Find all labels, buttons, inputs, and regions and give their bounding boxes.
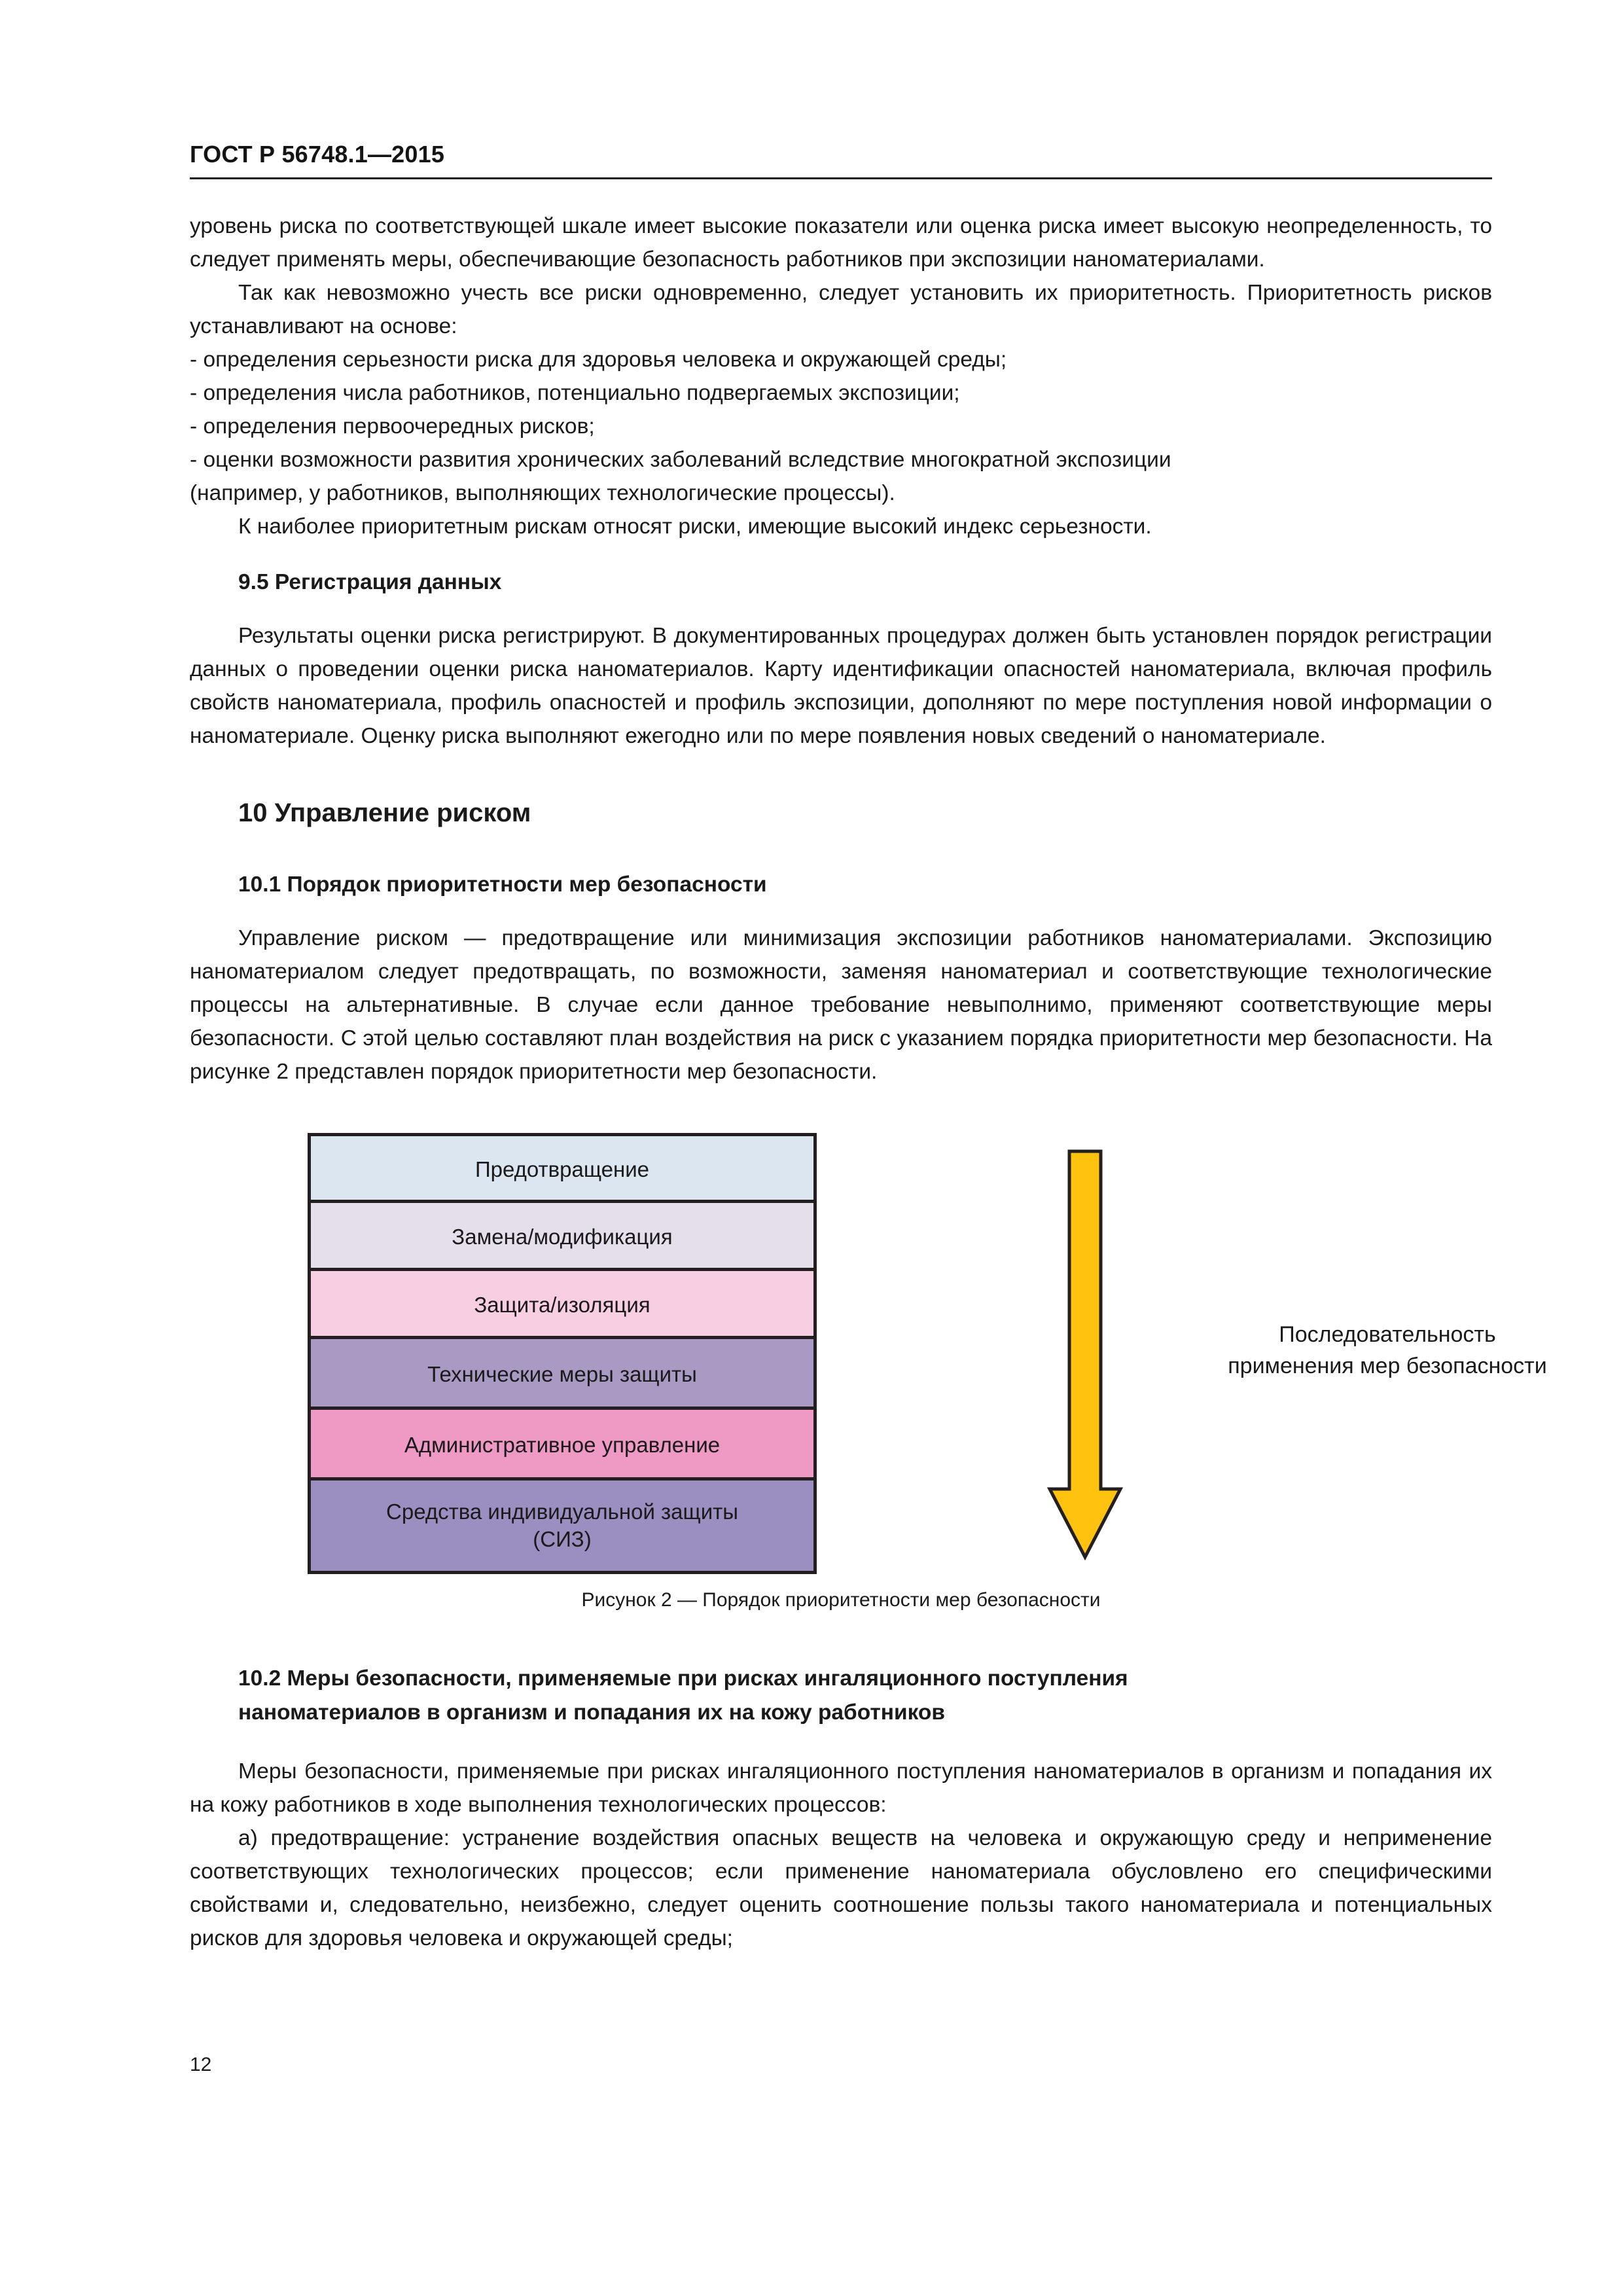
heading-10-risk-management: 10 Управление риском	[238, 798, 531, 827]
risk-basis-list	[190, 343, 1492, 476]
heading-10-2-line-2: наноматериалов в организм и попадания их на кожу работников	[238, 1700, 945, 1725]
list-item: - определения первоочередных рисков;	[190, 414, 595, 439]
hierarchy-level-1	[311, 1136, 813, 1203]
down-arrow-icon	[1046, 1149, 1124, 1561]
hierarchy-level-3	[311, 1271, 813, 1339]
hierarchy-level-5	[311, 1410, 813, 1480]
page-content	[190, 141, 1547, 1955]
running-header: ГОСТ Р 56748.1—2015	[190, 141, 445, 168]
header-divider	[190, 177, 1492, 179]
list-item-continuation: (например, у работников, выполняющих технологические процессы).	[190, 481, 895, 505]
hierarchy-level-4	[311, 1339, 813, 1410]
paragraph-high-severity-index: К наиболее приоритетным рискам относят риски, имеющие высокий индекс серьезности.	[238, 514, 1152, 539]
page-number: 12	[190, 2054, 212, 2075]
hierarchy-level-label: (СИЗ)	[533, 1527, 592, 1551]
sequence-arrow-label	[1158, 1319, 1616, 1382]
hierarchy-level-label: Защита/изоляция	[474, 1293, 651, 1317]
list-item: - определения числа работников, потенциально подвергаемых экспозиции;	[190, 381, 960, 405]
hierarchy-level-label: Предотвращение	[474, 1157, 650, 1181]
list-item: - определения серьезности риска для здоровья человека и окружающей среды;	[190, 348, 1007, 372]
hierarchy-level-label: Административное управление	[404, 1433, 721, 1457]
heading-10-1-priority-order: 10.1 Порядок приоритетности мер безопасности	[238, 872, 767, 897]
figure-caption: Рисунок 2 — Порядок приоритетности мер безопасности	[581, 1589, 1101, 1611]
paragraph-data-registration: Результаты оценки риска регистрируют. В документированных процедурах должен быть установлен порядок регистрации данных о проведении оценки риска наноматериалов. Карту идентификации опасностей наноматериала, включая профиль свойств наноматериала, профиль опасностей и профиль экспозиции, дополняют по мере поступления новой информации о наноматериале. Оценку риска выполняют ежегодно или по мере появления новых сведений о наноматериале.	[190, 624, 1492, 748]
hierarchy-level-label: Технические меры защиты	[427, 1362, 697, 1386]
hierarchy-level-6	[311, 1480, 813, 1571]
hierarchy-level-label: Средства индивидуальной защиты	[386, 1499, 738, 1524]
paragraph-continued-risk-level: уровень риска по соответствующей шкале имеет высокие показатели или оценка риска имеет высокую неопределенность, то следует применять меры, обеспечивающие безопасность работников при экспозиции наноматериалами.	[190, 214, 1492, 272]
paragraph-risk-management-definition: Управление риском — предотвращение или минимизация экспозиции работников наноматериалами. Экспозицию наноматериалом следует предотвращать, по возможности, заменяя наноматериал и соответствующие технологические процессы на альтернативные. В случае если данное требование невыполнимо, применяют соответствующие меры безопасности. С этой целью составляют план воздействия на риск с указанием порядка приоритетности мер безопасности. На рисунке 2 представлен порядок приоритетности мер безопасности.	[190, 926, 1492, 1084]
arrow-label-line-2: применения мер безопасности	[1228, 1354, 1547, 1378]
hierarchy-level-2	[311, 1203, 813, 1271]
list-item: - оценки возможности развития хронических заболеваний вследствие многократной экспозиции	[190, 448, 1171, 472]
safety-measures-hierarchy	[308, 1133, 817, 1574]
paragraph-inhalation-measures-intro: Меры безопасности, применяемые при рисках ингаляционного поступления наноматериалов в организм и попадания их на кожу работников в ходе выполнения технологических процессов:	[190, 1759, 1492, 1817]
heading-10-2-line-1: 10.2 Меры безопасности, применяемые при рисках ингаляционного поступления	[238, 1666, 1128, 1691]
paragraph-item-a-prevention: а) предотвращение: устранение воздействия опасных веществ на человека и окружающую среду и неприменение соответствующих технологических процессов; если применение наноматериала обусловлено его специфическими свойствами и, следовательно, неизбежно, следует оценить соотношение пользы такого наноматериала и потенциальных рисков для здоровья человека и окружающей среды;	[190, 1826, 1492, 1950]
arrow-label-line-1: Последовательность	[1279, 1322, 1496, 1347]
figure-2	[190, 1122, 1547, 1633]
hierarchy-level-label: Замена/модификация	[452, 1225, 673, 1249]
heading-10-2-inhalation-measures	[190, 1662, 1492, 1730]
heading-9-5-data-registration: 9.5 Регистрация данных	[238, 570, 502, 594]
paragraph-risk-prioritization: Так как невозможно учесть все риски одновременно, следует установить их приоритетность. Приоритетность рисков устанавливают на основе:	[190, 281, 1492, 338]
sequence-arrow-container	[1046, 1149, 1124, 1561]
